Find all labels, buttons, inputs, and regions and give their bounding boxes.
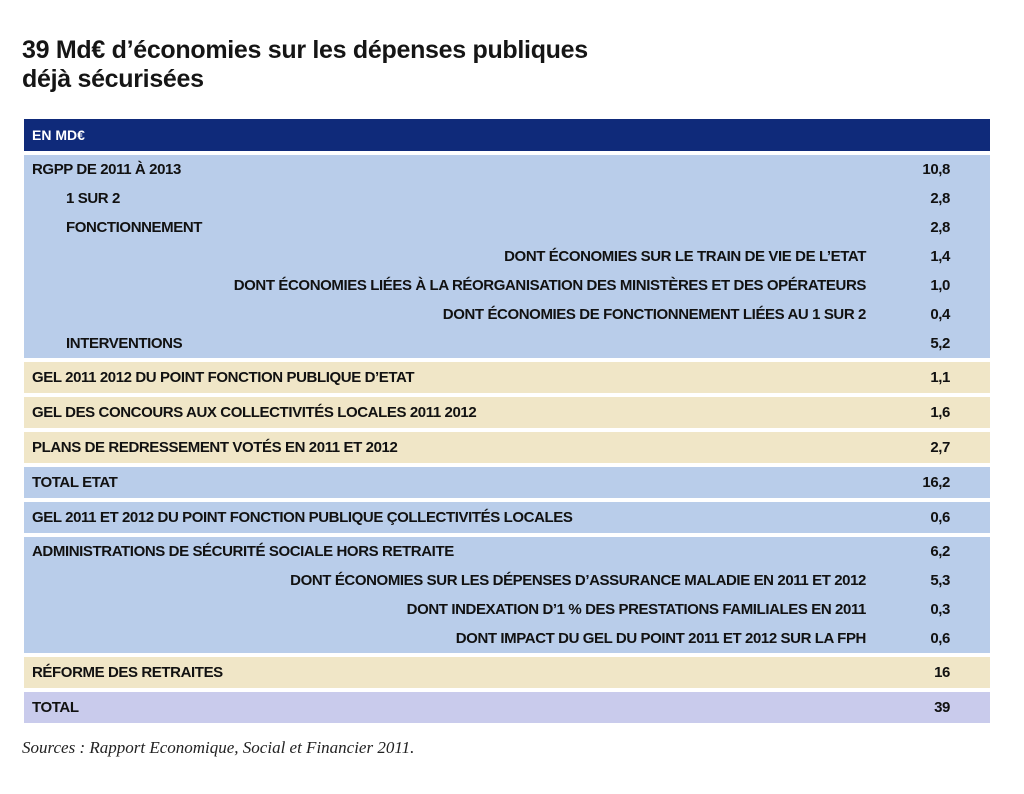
- table-row: [24, 362, 990, 393]
- row-label: GEL DES CONCOURS AUX COLLECTIVITÉS LOCALES 2011 2012: [32, 404, 477, 421]
- row-label: TOTAL ETAT: [32, 474, 118, 491]
- row-value: 0,6: [930, 509, 950, 526]
- table-row: [24, 397, 990, 428]
- block-gel-collectivites: [24, 502, 990, 533]
- row-label: RÉFORME DES RETRAITES: [32, 664, 223, 681]
- table-row: [24, 329, 990, 358]
- table-row: [24, 537, 990, 566]
- row-label: DONT IMPACT DU GEL DU POINT 2011 ET 2012 SUR LA FPH: [455, 630, 866, 647]
- row-value: 2,8: [930, 219, 950, 236]
- table-row: [24, 300, 990, 329]
- row-value: 16,2: [922, 474, 950, 491]
- row-label: PLANS DE REDRESSEMENT VOTÉS EN 2011 ET 2012: [32, 439, 398, 456]
- table-row: [24, 502, 990, 533]
- row-label: GEL 2011 2012 DU POINT FONCTION PUBLIQUE D’ETAT: [32, 369, 415, 386]
- row-value: 1,0: [930, 277, 950, 294]
- row-label: DONT ÉCONOMIES DE FONCTIONNEMENT LIÉES AU 1 SUR 2: [442, 306, 866, 323]
- table-row: [24, 566, 990, 595]
- row-label: RGPP DE 2011 À 2013: [32, 161, 181, 178]
- row-value: 39: [934, 699, 950, 716]
- table-row: [24, 184, 990, 213]
- row-label: ADMINISTRATIONS DE SÉCURITÉ SOCIALE HORS RETRAITE: [32, 543, 454, 560]
- block-plans-redressement: [24, 432, 990, 463]
- table-row: [24, 657, 990, 688]
- row-label: DONT ÉCONOMIES SUR LE TRAIN DE VIE DE L’ETAT: [504, 248, 866, 265]
- title-line-1: 39 Md€ d’économies sur les dépenses publiques: [22, 36, 588, 64]
- table-row: [24, 692, 990, 723]
- row-value: 1,4: [930, 248, 950, 265]
- row-value: 0,6: [930, 630, 950, 647]
- table-row: [24, 242, 990, 271]
- unit-header: EN MD€: [24, 119, 990, 151]
- table-row: [24, 271, 990, 300]
- row-value: 16: [934, 664, 950, 681]
- row-label: DONT ÉCONOMIES LIÉES À LA RÉORGANISATION DES MINISTÈRES ET DES OPÉRATEURS: [233, 277, 866, 294]
- block-total-etat: [24, 467, 990, 498]
- row-value: 10,8: [922, 161, 950, 178]
- row-value: 2,7: [930, 439, 950, 456]
- block-securite-sociale: [24, 537, 990, 653]
- row-value: 2,8: [930, 190, 950, 207]
- row-value: 6,2: [930, 543, 950, 560]
- table-row: [24, 432, 990, 463]
- title-line-2: déjà sécurisées: [22, 65, 204, 93]
- table-row: [24, 155, 990, 184]
- table-row: [24, 467, 990, 498]
- row-value: 1,6: [930, 404, 950, 421]
- block-gel-concours: [24, 397, 990, 428]
- source-note: Sources : Rapport Economique, Social et Financier 2011.: [22, 738, 415, 757]
- row-value: 5,2: [930, 335, 950, 352]
- savings-table: [24, 119, 990, 723]
- row-label: DONT ÉCONOMIES SUR LES DÉPENSES D’ASSURANCE MALADIE EN 2011 ET 2012: [290, 572, 866, 589]
- table-row: [24, 595, 990, 624]
- row-label: INTERVENTIONS: [66, 335, 183, 352]
- row-label: 1 SUR 2: [66, 190, 120, 207]
- row-value: 5,3: [930, 572, 950, 589]
- row-value: 0,3: [930, 601, 950, 618]
- row-value: 1,1: [930, 369, 950, 386]
- row-label: FONCTIONNEMENT: [66, 219, 203, 236]
- row-label: GEL 2011 ET 2012 DU POINT FONCTION PUBLIQUE ÇOLLECTIVITÉS LOCALES: [32, 509, 573, 526]
- table-row: [24, 624, 990, 653]
- row-label: DONT INDEXATION D’1 % DES PRESTATIONS FAMILIALES EN 2011: [406, 601, 866, 618]
- block-reforme-retraites: [24, 657, 990, 688]
- block-total: [24, 692, 990, 723]
- table-row: [24, 213, 990, 242]
- row-value: 0,4: [930, 306, 950, 323]
- block-gel-point-etat: [24, 362, 990, 393]
- block-rgpp: [24, 155, 990, 358]
- page-title: [22, 36, 588, 94]
- row-label: TOTAL: [32, 699, 79, 716]
